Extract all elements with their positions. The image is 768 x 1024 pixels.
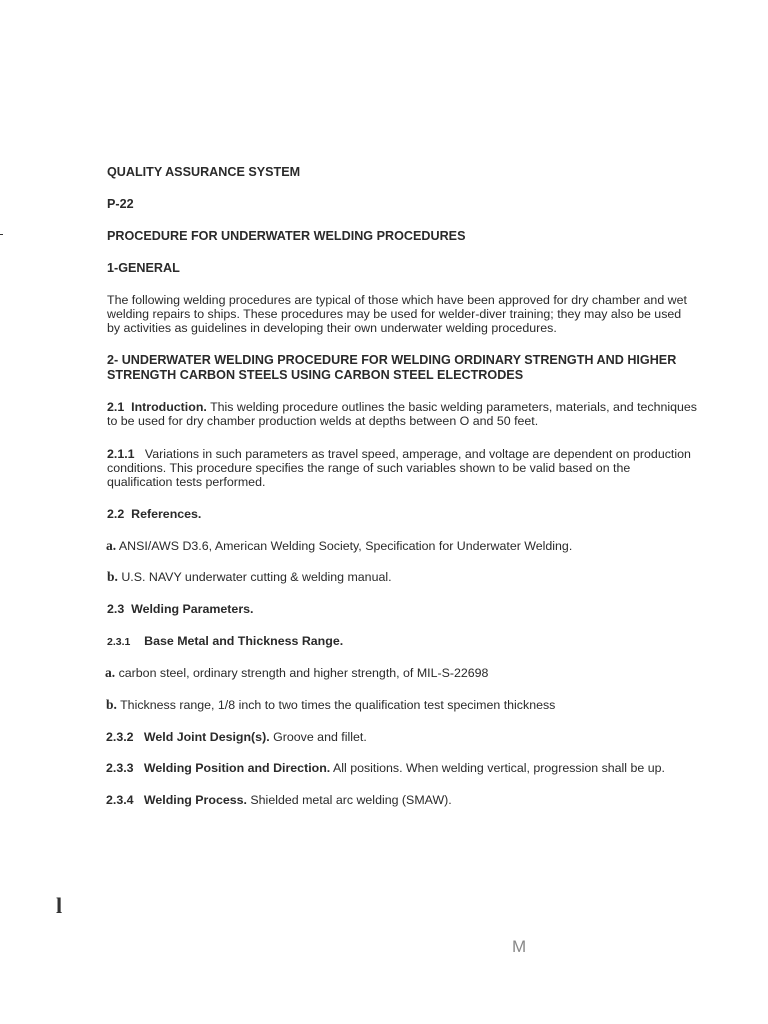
section-number: 2.3.4 bbox=[106, 793, 134, 807]
section-2-3-3 bbox=[106, 761, 706, 775]
section-body: This welding procedure outlines the basic welding parameters, materials, and techniques to be used for dry chamber production welds at depths between O and 50 feet. bbox=[107, 400, 698, 428]
section-number: 2.3 bbox=[107, 602, 125, 616]
list-text: carbon steel, ordinary strength and higher strength, of MIL-S-22698 bbox=[118, 666, 489, 680]
section-2-heading: 2- UNDERWATER WELDING PROCEDURE FOR WELDING ORDINARY STRENGTH AND HIGHER STRENGTH CARBON STEELS USING CARBON STEEL ELECTRODES bbox=[107, 353, 677, 382]
section-body: Groove and fillet. bbox=[273, 730, 367, 744]
procedure-code: P-22 bbox=[107, 197, 134, 211]
section-body: All positions. When welding vertical, progression shall be up. bbox=[332, 761, 665, 775]
section-number: 2.3.2 bbox=[106, 730, 134, 744]
section-title: Welding Parameters. bbox=[131, 602, 254, 616]
stray-mark-bottom: M bbox=[512, 937, 527, 956]
section-2-2 bbox=[107, 507, 697, 521]
section-body: Variations in such parameters as travel speed, amperage, and voltage are dependent on production conditions. This procedure specifies the range of such variables shown to be valid based on the qualification tests performed. bbox=[107, 447, 691, 489]
section-title: Base Metal and Thickness Range. bbox=[144, 634, 344, 648]
stray-mark-left: l bbox=[56, 893, 63, 918]
section-number: 2.1.1 bbox=[107, 447, 135, 461]
section-title: Introduction. bbox=[131, 400, 207, 414]
section-number: 2.3.3 bbox=[106, 761, 134, 775]
section-2-3 bbox=[107, 602, 697, 616]
list-letter: b. bbox=[106, 697, 117, 712]
section-number: 2.2 bbox=[107, 507, 125, 521]
section-1-heading: 1-GENERAL bbox=[107, 261, 180, 275]
section-number: 2.1 bbox=[107, 400, 125, 414]
section-title: Weld Joint Design(s). bbox=[143, 730, 270, 744]
list-text: Thickness range, 1/8 inch to two times the qualification test specimen thickness bbox=[120, 698, 556, 712]
section-title: References. bbox=[131, 507, 202, 521]
section-2-3-2 bbox=[106, 730, 696, 744]
list-letter: b. bbox=[107, 569, 118, 584]
section-2-1-1 bbox=[107, 447, 697, 489]
list-letter: a. bbox=[106, 538, 117, 553]
section-title: Welding Position and Direction. bbox=[143, 761, 331, 775]
margin-mark bbox=[0, 234, 3, 235]
general-paragraph: The following welding procedures are typical of those which have been approved for dry chamber and wet welding repairs to ships. These procedures may be used for welder-diver training; they may also be used by activities as guidelines in developing their own underwater welding procedures. bbox=[107, 293, 687, 335]
section-2-3-4 bbox=[106, 793, 696, 807]
section-2-1 bbox=[107, 400, 697, 428]
reference-a bbox=[106, 539, 696, 553]
qa-system-heading: QUALITY ASSURANCE SYSTEM bbox=[107, 165, 301, 179]
section-title: Welding Process. bbox=[143, 793, 247, 807]
reference-text: ANSI/AWS D3.6, American Welding Society, Specification for Underwater Welding. bbox=[118, 539, 573, 553]
section-number: 2.3.1 bbox=[107, 636, 131, 648]
reference-b bbox=[107, 570, 697, 584]
reference-text: U.S. NAVY underwater cutting & welding manual. bbox=[121, 570, 392, 584]
list-letter: a. bbox=[105, 665, 116, 680]
base-metal-a bbox=[105, 666, 695, 680]
document-title: PROCEDURE FOR UNDERWATER WELDING PROCEDURES bbox=[107, 229, 466, 243]
section-body: Shielded metal arc welding (SMAW). bbox=[250, 793, 452, 807]
section-2-3-1 bbox=[107, 634, 697, 649]
base-metal-b bbox=[106, 698, 696, 712]
